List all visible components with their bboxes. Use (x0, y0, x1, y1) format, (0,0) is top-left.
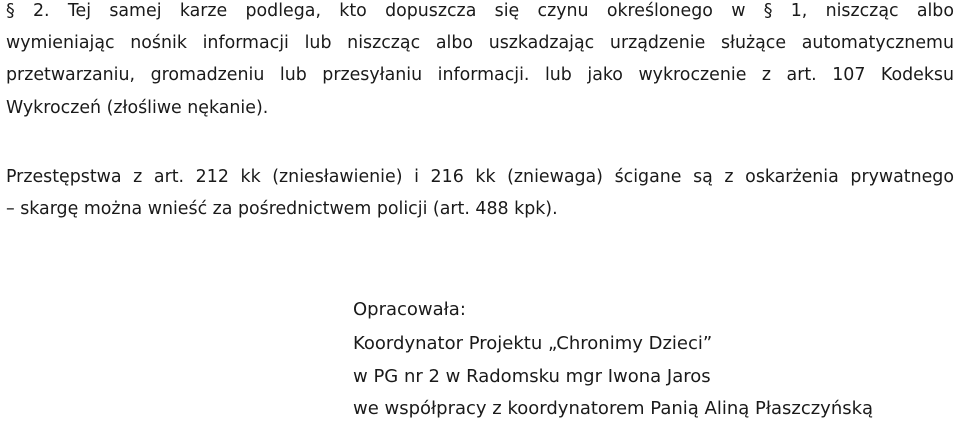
paragraph-line: wymieniając nośnik informacji lub niszcząc albo uszkadzając urządzenie służące automatycznemu (6, 33, 954, 53)
paragraph-line: Przestępstwa z art. 212 kk (zniesławienie) i 216 kk (zniewaga) ścigane są z oskarżenia prywatnego (6, 167, 954, 187)
paragraph-line: – skargę można wnieść za pośrednictwem policji (art. 488 kpk). (6, 199, 558, 219)
paragraph-line: § 2. Tej samej karze podlega, kto dopuszcza się czynu określonego w § 1, niszcząc albo (6, 1, 954, 21)
paragraph-line: przetwarzaniu, gromadzeniu lub przesyłaniu informacji. lub jako wykroczenie z art. 107 Kodeksu (6, 65, 954, 85)
cooperation-note: we współpracy z koordynatorem Panią Aliną Płaszczyńską (353, 398, 874, 419)
author-name: w PG nr 2 w Radomsku mgr Iwona Jaros (353, 366, 711, 387)
paragraph-line: Wykroczeń (złośliwe nękanie). (6, 98, 269, 118)
coordinator-role: Koordynator Projektu „Chronimy Dzieci” (353, 333, 713, 354)
prepared-by-label: Opracowała: (353, 299, 466, 320)
